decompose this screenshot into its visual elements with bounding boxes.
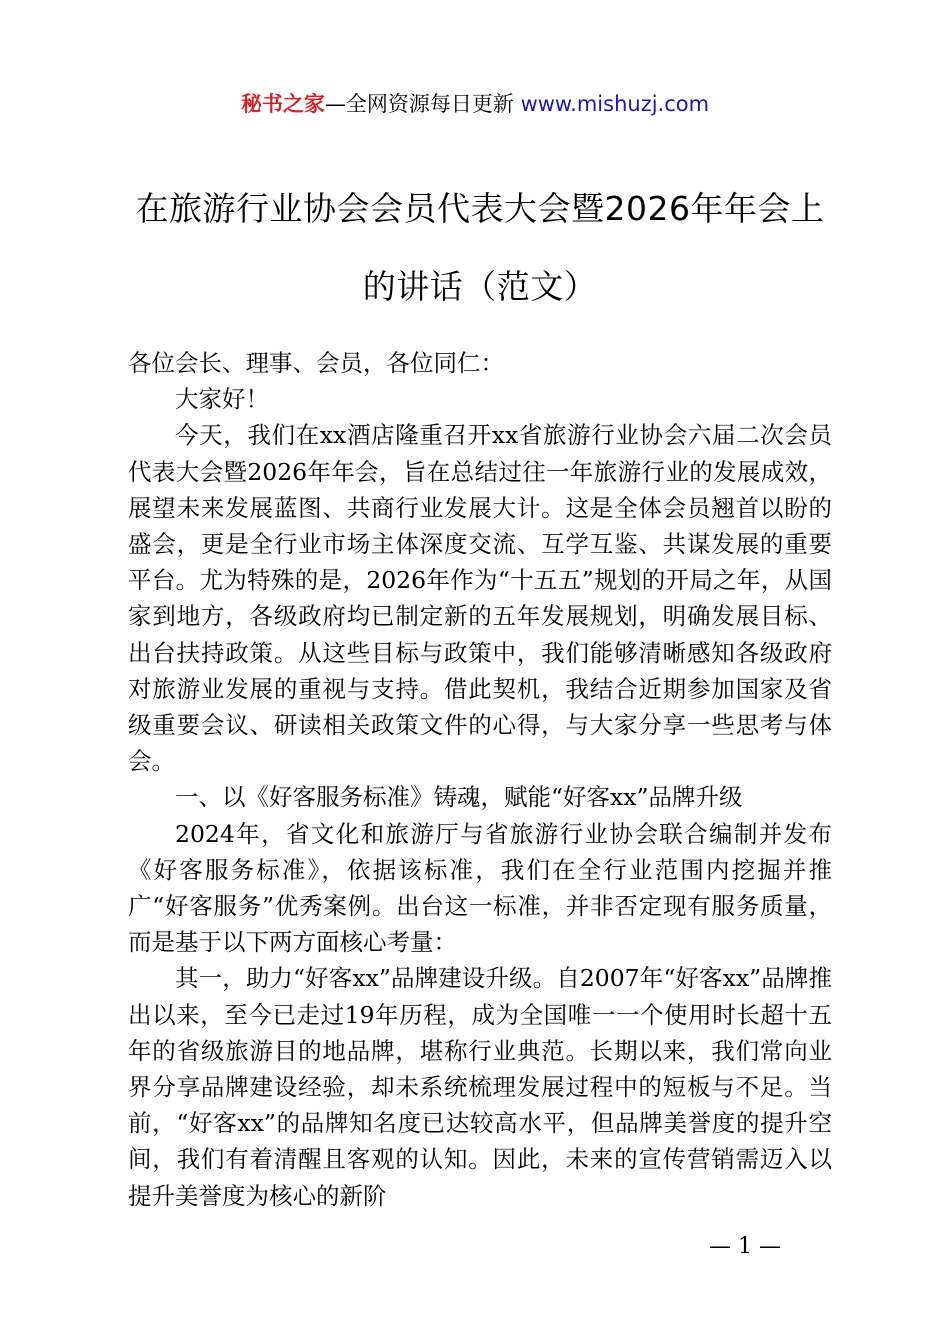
section-heading: 一、以《好客服务标准》铸魂，赋能“好客xx”品牌升级 (175, 783, 743, 812)
site-header (0, 88, 950, 120)
paragraph-brand: 其一，助力“好客xx”品牌建设升级。自2007年“好客xx”品牌推出以来，至今已走过19年历程，成为全国唯一一个使用时长超十五年的省级旅游目的地品牌，堪称行业典范。长期以来，我们常向业界分享品牌建设经验，却未系统梳理发展过程中的短板与不足。当前，“好客xx”的品牌知名度已达较高水平，但品牌美誉度的提升空间，我们有着清醒且客观的认知。因此，未来的宣传营销需迈入以提升美誉度为核心的新阶 (128, 964, 832, 1210)
site-url[interactable]: www.mishuzj.com (520, 92, 710, 116)
document-body (128, 345, 832, 1214)
brand-name: 秘书之家 (240, 92, 325, 116)
paragraph-intro: 今天，我们在xx酒店隆重召开xx省旅游行业协会六届二次会员代表大会暨2026年年会，旨在总结过往一年旅游行业的发展成效，展望未来发展蓝图、共商行业发展大计。这是全体会员翘首以盼的盛会，更是全行业市场主体深度交流、互学互鉴、共谋发展的重要平台。尤为特殊的是，2026年作为“十五五”规划的开局之年，从国家到地方，各级政府均已制定新的五年发展规划，明确发展目标、出台扶持政策。从这些目标与政策中，我们能够清晰感知各级政府对旅游业发展的重视与支持。借此契机，我结合近期参加国家及省级重要会议、研读相关政策文件的心得，与大家分享一些思考与体会。 (128, 421, 832, 776)
page-number: — 1 — (709, 1234, 781, 1259)
paragraph-standard: 2024年，省文化和旅游厅与省旅游行业协会联合编制并发布《好客服务标准》，依据该标准，我们在全行业范围内挖掘并推广“好客服务”优秀案例。出台这一标准，并非否定现有服务质量，而是基于以下两方面核心考量： (128, 819, 832, 957)
document-title: 在旅游行业协会会员代表大会暨2026年年会上的讲话（范文） (135, 189, 825, 306)
salutation: 各位会长、理事、会员，各位同仁： (128, 349, 504, 377)
header-slogan: —全网资源每日更新 (324, 92, 521, 116)
greeting: 大家好！ (175, 385, 269, 414)
